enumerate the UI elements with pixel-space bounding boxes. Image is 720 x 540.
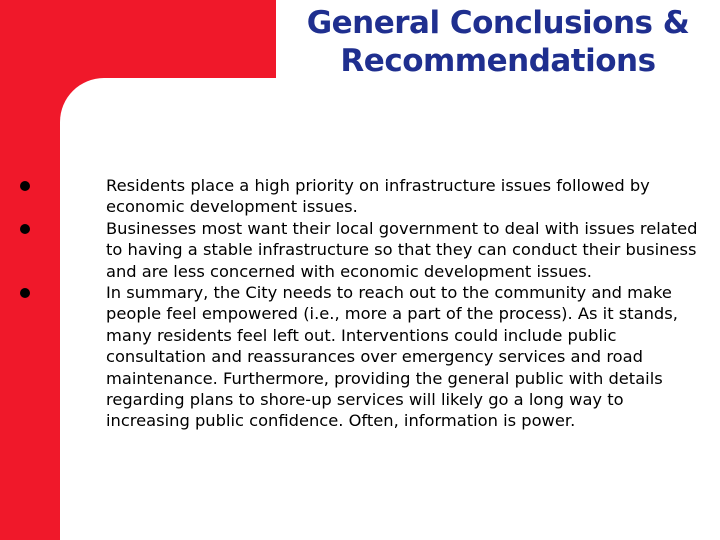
bullet-item-1: [20, 175, 700, 218]
slide-title: [276, 4, 720, 80]
bullet-dot-icon: [20, 288, 30, 298]
bullet-item-3: [20, 282, 700, 432]
bullet-text: In summary, the City needs to reach out to the community and make people feel empowered (i.e., more a part of the process). As it stands, many residents feel left out. Interventions could include public consultation and reassurances over emergency services and road maintenance. Furthermore, providing the general public with details regarding plans to shore-up services will likely go a long way to increasing public confidence. Often, information is power.: [106, 283, 678, 431]
bullet-text: Businesses most want their local government to deal with issues related to having a stable infrastructure so that they can conduct their business and are less concerned with economic development issues.: [106, 218, 698, 281]
title-line-1: General Conclusions &: [306, 5, 690, 41]
bullet-item-2: [20, 218, 700, 282]
bullet-dot-icon: [20, 224, 30, 234]
title-line-2: Recommendations: [340, 43, 656, 79]
bullet-dot-icon: [20, 181, 30, 191]
bullet-list: [20, 175, 700, 432]
bullet-text: Residents place a high priority on infrastructure issues followed by economic development issues.: [106, 176, 650, 217]
